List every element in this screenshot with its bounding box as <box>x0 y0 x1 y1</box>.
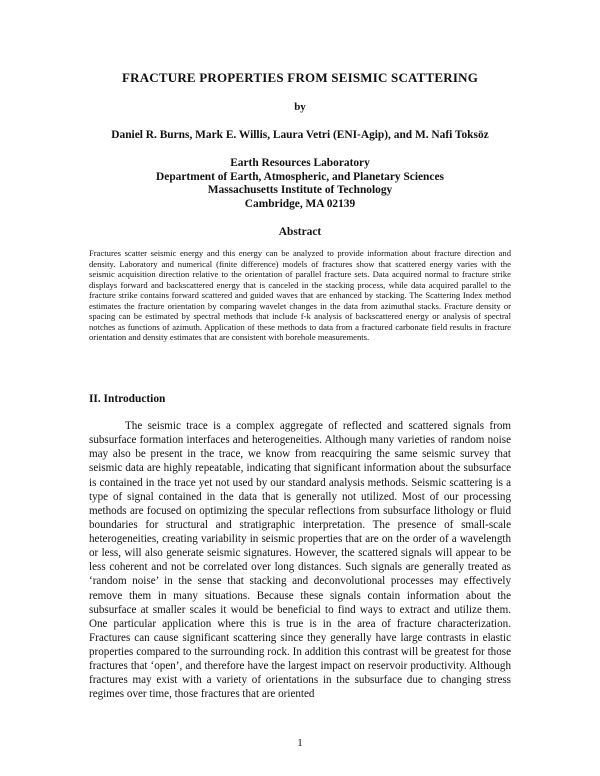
page-number: 1 <box>297 737 303 749</box>
section-heading: II. Introduction <box>89 393 166 405</box>
affiliation-line: Department of Earth, Atmospheric, and Planetary Sciences <box>156 170 444 183</box>
affiliation-line: Cambridge, MA 02139 <box>244 197 356 210</box>
abstract-heading: Abstract <box>278 226 322 238</box>
introduction-body: The seismic trace is a complex aggregate of reflected and scattered signals from subsurface formation interfaces and heterogeneities. Although many varieties of random noise may also be present in the trace, we know from reacquiring the same seismic survey that seismic data are highly repeatable, indicating that significant information about the subsurface is contained in the trace yet not used by our standard analysis methods. Seismic scattering is a type of signal contained in the data that is generally not utilized. Most of our processing methods are focused on optimizing the specular reflections from subsurface lithology or fluid boundaries for structural and stratigraphic interpretation. The presence of small-scale heterogeneities, creating variability in seismic properties that are on the order of a wavelength or less, will also generate seismic signatures. However, the scattered signals will appear to be less coherent and not be correlated over long distances. Such signals are generally treated as ‘random noise’ in the sense that stacking and deconvolutional processes may effectively remove them in many situations. Because these signals contain information about the subsurface at smaller scales it would be beneficial to find ways to extract and utilize them. One particular application where this is true is in the area of fracture characterization. Fractures can cause significant scattering since they generally have large contrasts in elastic properties compared to the surrounding rock. In addition this contrast will be greatest for those fractures that ‘open’, and therefore have the largest impact on reservoir productivity. Although fractures may exist with a variety of orientations in the subsurface due to changing stress regimes over time, those fractures that are oriented <box>89 420 511 701</box>
affiliation-line: Massachusetts Institute of Technology <box>207 184 393 197</box>
paper-title: FRACTURE PROPERTIES FROM SEISMIC SCATTERING <box>121 70 479 85</box>
affiliation-line: Earth Resources Laboratory <box>230 157 370 169</box>
author-list: Daniel R. Burns, Mark E. Willis, Laura Vetri (ENI-Agip), and M. Nafi Toksöz <box>111 129 489 141</box>
byline: by <box>294 101 306 113</box>
affiliation-block <box>0 157 600 211</box>
abstract-body: Fractures scatter seismic energy and this energy can be analyzed to provide information about fracture direction and density. Laboratory and numerical (finite difference) models of fractures show that scattered energy varies with the seismic acquisition direction relative to the orientation of parallel fracture sets. Data acquired normal to fracture strike displays forward and backscattered energy that is canceled in the stacking process, while data acquired parallel to the fracture strike contains forward scattered and guided waves that are enhanced by stacking. The Scattering Index method estimates the fracture orientation by comparing wavelet changes in the data from azimuthal stacks. Fracture density or spacing can be estimated by spectral methods that include f-k analysis of backscattered energy or analysis of spectral notches as functions of azimuth. Application of these methods to data from a fractured carbonate field results in fracture orientation and density estimates that are consistent with borehole measurements. <box>89 248 511 342</box>
